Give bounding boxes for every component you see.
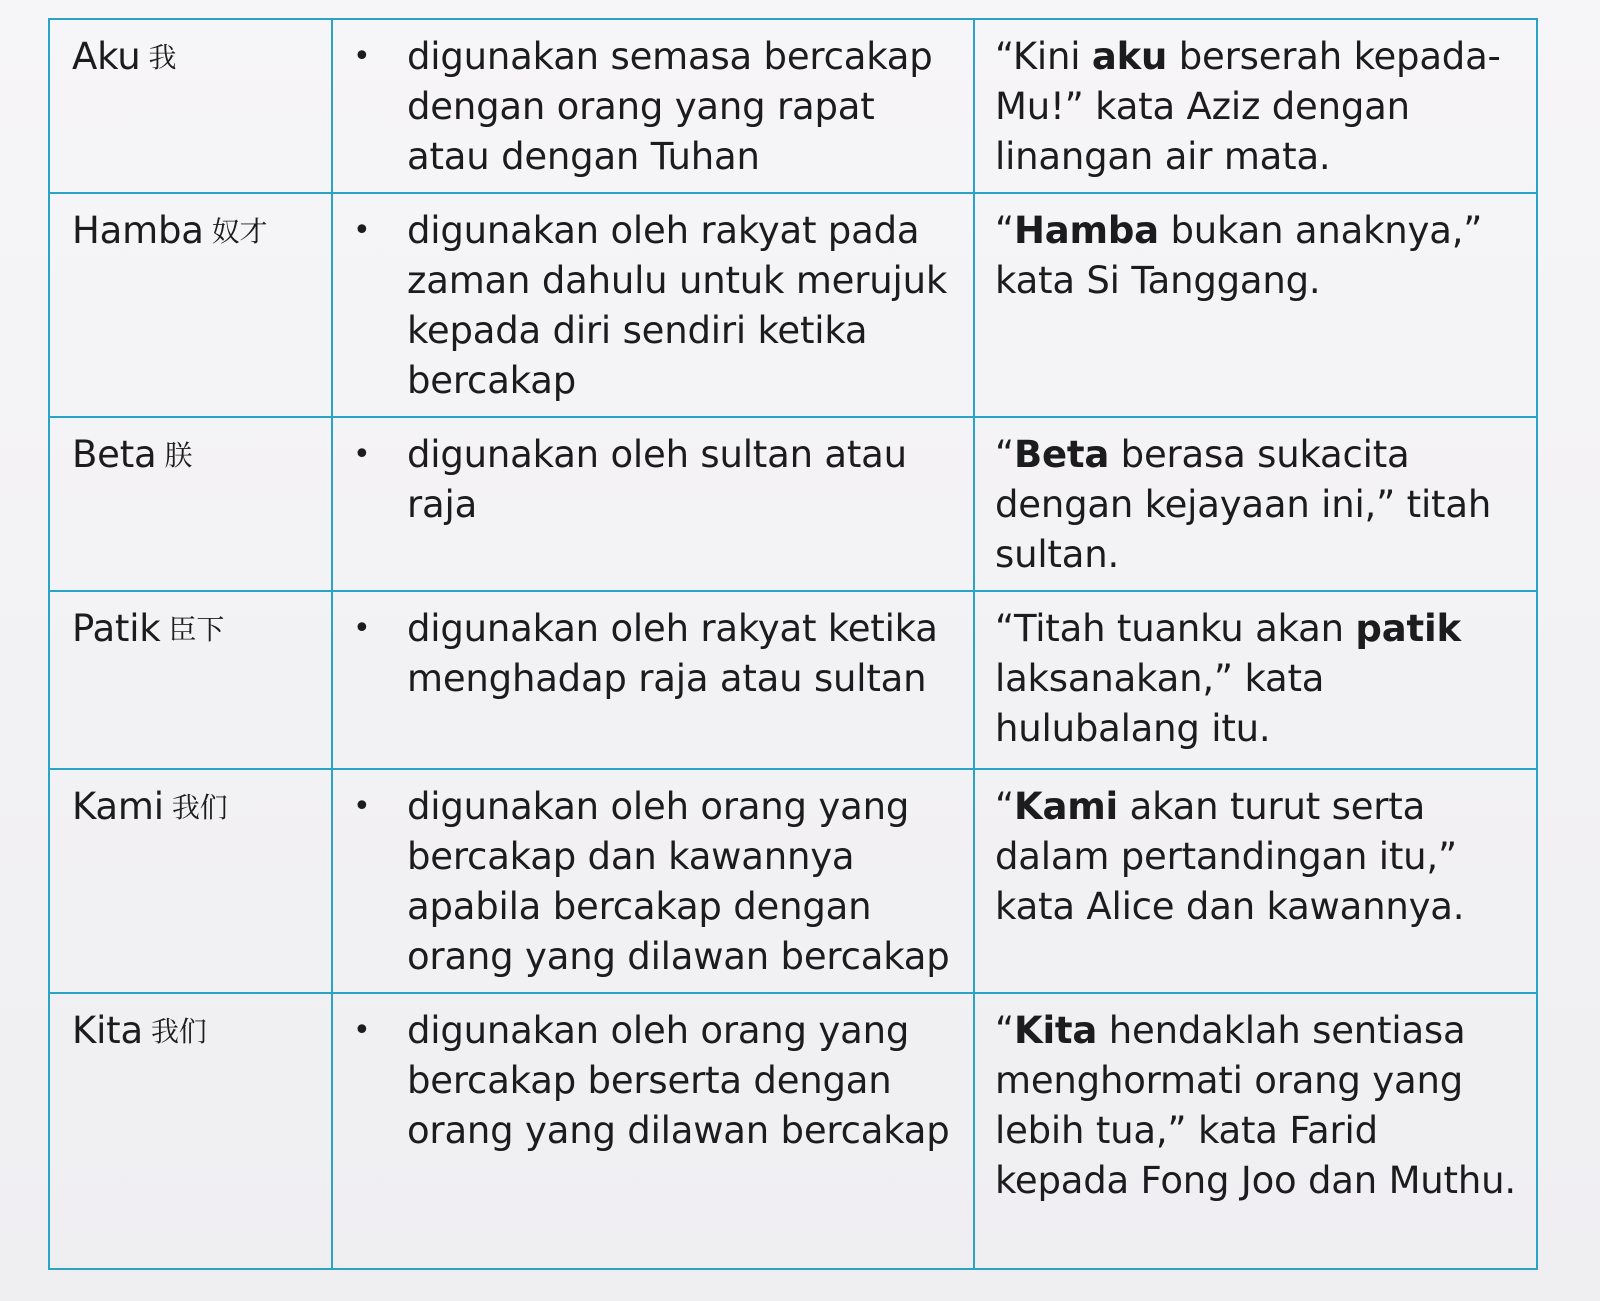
example-text-after: akan turut serta dalam pertandingan itu,” kata Alice dan kawannya. [995,785,1465,928]
example-cell [974,193,1537,417]
bullet-icon: • [353,789,371,824]
example-text-before: “Titah tuanku akan [995,607,1356,650]
usage-text: digunakan oleh rakyat pada zaman dahulu untuk merujuk kepada diri sendiri ketika bercakap [407,209,948,402]
pronoun-word: Kita [72,1009,143,1052]
example-highlight: Hamba [1013,209,1159,252]
chinese-translation: 我们 [150,1015,207,1048]
example-cell [974,993,1537,1269]
usage-text: digunakan oleh rakyat ketika menghadap raja atau sultan [407,607,938,700]
chinese-translation: 我们 [171,791,228,824]
bullet-icon: • [353,437,371,472]
table-row [49,769,1537,993]
chinese-translation: 朕 [164,439,193,472]
pronoun-word: Beta [72,433,157,476]
example-cell [974,591,1537,769]
example-text-before: “ [995,433,1014,476]
chinese-translation: 臣下 [168,613,225,646]
usage-text: digunakan oleh orang yang bercakap berserta dengan orang yang dilawan bercakap [407,1009,950,1152]
chinese-translation: 奴才 [211,215,268,248]
word-cell [49,19,332,193]
bullet-icon: • [353,39,371,74]
pronoun-word: Patik [72,607,161,650]
pronoun-word: Aku [72,35,141,78]
example-text-after: bukan anaknya,” kata Si Tanggang. [995,209,1483,302]
table-row [49,19,1537,193]
table-row [49,993,1537,1269]
usage-cell [332,769,974,993]
word-cell [49,993,332,1269]
example-highlight: Beta [1013,433,1110,476]
example-highlight: Kami [1013,785,1119,828]
usage-text: digunakan oleh orang yang bercakap dan kawannya apabila bercakap dengan orang yang dilawan bercakap [407,785,950,978]
table-row [49,193,1537,417]
word-cell [49,193,332,417]
pronoun-word: Kami [72,785,164,828]
usage-cell [332,19,974,193]
example-highlight: aku [1091,35,1168,78]
usage-cell [332,591,974,769]
example-text-after: berserah kepada-Mu!” kata Aziz dengan linangan air mata. [995,35,1501,178]
bullet-icon: • [353,611,371,646]
example-text-before: “ [995,209,1014,252]
word-cell [49,769,332,993]
usage-text: digunakan semasa bercakap dengan orang yang rapat atau dengan Tuhan [407,35,933,178]
example-text-before: “ [995,785,1014,828]
usage-text: digunakan oleh sultan atau raja [407,433,907,526]
example-cell [974,417,1537,591]
word-cell [49,417,332,591]
usage-cell [332,193,974,417]
pronoun-word: Hamba [72,209,204,252]
table-row [49,417,1537,591]
table-row [49,591,1537,769]
example-cell [974,19,1537,193]
example-text-after: laksanakan,” kata hulubalang itu. [995,657,1325,750]
usage-cell [332,417,974,591]
example-text-after: hendaklah sentiasa menghormati orang yang lebih tua,” kata Farid kepada Fong Joo dan Muthu. [995,1009,1516,1202]
example-text-before: “Kini [995,35,1092,78]
example-text-before: “ [995,1009,1014,1052]
example-highlight: patik [1355,607,1461,650]
bullet-icon: • [353,213,371,248]
chinese-translation: 我 [148,41,177,74]
usage-cell [332,993,974,1269]
example-text-after: berasa sukacita dengan kejayaan ini,” titah sultan. [995,433,1492,576]
bullet-icon: • [353,1013,371,1048]
pronoun-table [48,18,1538,1270]
word-cell [49,591,332,769]
example-highlight: Kita [1013,1009,1098,1052]
example-cell [974,769,1537,993]
